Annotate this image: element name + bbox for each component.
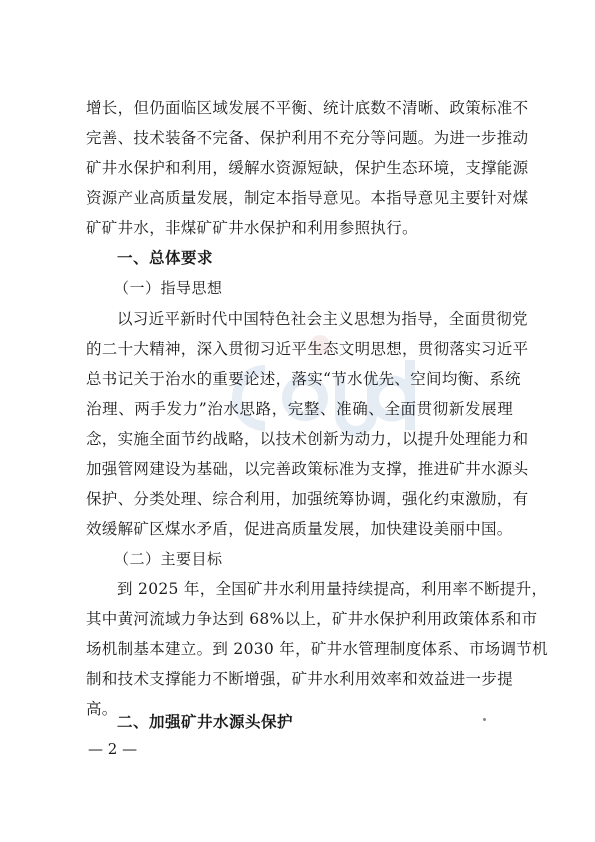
- guiding-line-2: 的二十大精神，深入贯彻习近平生态文明思想，贯彻落实习近平: [86, 340, 529, 358]
- section-heading-general-requirements: 一、总体要求: [117, 249, 214, 267]
- guiding-line-4: 治理、两手发力”治水思路，完整、准确、全面贯彻新发展理: [86, 400, 513, 418]
- section-heading-source-protection: 二、加强矿井水源头保护: [117, 713, 294, 731]
- speck-mark: [483, 718, 486, 721]
- guiding-line-6: 加强管网建设为基础，以完善政策标准为支撑，推进矿井水源头: [86, 460, 529, 478]
- intro-line-2: 完善、技术装备不完备、保护利用不充分等问题。为进一步推动: [86, 129, 529, 147]
- intro-line-4: 资源产业高质量发展，制定本指导意见。本指导意见主要针对煤: [86, 189, 529, 207]
- subsection-heading-guiding-ideology: （一）指导思想: [114, 279, 223, 297]
- intro-line-1: 增长，但仍面临区域发展不平衡、统计底数不清晰、政策标准不: [86, 99, 529, 117]
- subsection-heading-main-goals: （二）主要目标: [114, 550, 223, 568]
- goals-line-5: 高。: [86, 700, 118, 718]
- intro-line-3: 矿井水保护和利用，缓解水资源短缺，保护生态环境，支撑能源: [86, 159, 529, 177]
- intro-line-5: 矿矿井水，非煤矿矿井水保护和利用参照执行。: [86, 219, 418, 237]
- goals-line-3: 场机制基本建立。到 2030 年，矿井水管理制度体系、市场调节机: [86, 640, 548, 658]
- goals-line-1: 到 2025 年，全国矿井水利用量持续提高，利用率不断提升，: [117, 580, 548, 598]
- guiding-line-5: 念，实施全面节约战略，以技术创新为动力，以提升处理能力和: [86, 430, 529, 448]
- goals-line-4: 制和技术支撑能力不断增强，矿井水利用效率和效益进一步提: [86, 670, 513, 688]
- guiding-line-1: 以习近平新时代中国特色社会主义思想为指导，全面贯彻党: [117, 310, 528, 328]
- guiding-line-7: 保护、分类处理、综合利用，加强统筹协调，强化约束激励，有: [86, 490, 529, 508]
- guiding-line-8: 效缓解矿区煤水矛盾，促进高质量发展，加快建设美丽中国。: [86, 520, 513, 538]
- goals-line-2: 其中黄河流域力争达到 68%以上，矿井水保护利用政策体系和市: [86, 610, 538, 628]
- guiding-line-3: 总书记关于治水的重要论述，落实“节水优先、空间均衡、系统: [86, 370, 521, 388]
- page-number: — 2 —: [88, 740, 138, 758]
